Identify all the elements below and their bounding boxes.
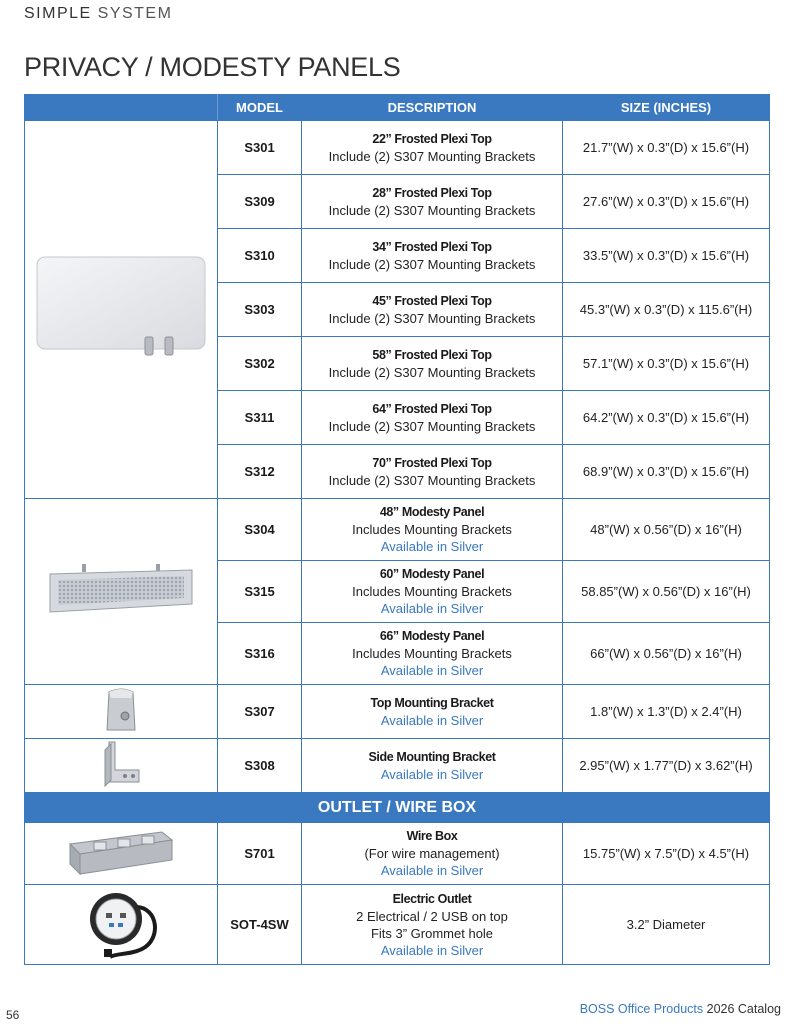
product-name: 64” Frosted Plexi Top	[372, 401, 492, 416]
description-cell	[302, 685, 563, 739]
product-name: 48” Modesty Panel	[379, 505, 485, 519]
size-cell: 33.5”(W) x 0.3”(D) x 15.6”(H)	[563, 229, 770, 283]
footer-catalog: 2026 Catalog	[706, 1002, 781, 1016]
product-detail: Includes Mounting Brackets	[352, 522, 512, 537]
wire-box-image	[25, 823, 218, 885]
product-detail: Include (2) S307 Mounting Brackets	[328, 148, 536, 164]
section-title-outlet: OUTLET / WIRE BOX	[25, 793, 770, 823]
description-cell	[302, 823, 563, 885]
model-cell: S304	[218, 499, 302, 561]
footer-company: BOSS Office Products	[579, 1002, 704, 1016]
availability-text: Available in Silver	[380, 712, 484, 728]
product-name: 60” Modesty Panel	[379, 567, 485, 581]
product-name: 45” Frosted Plexi Top	[372, 293, 492, 308]
model-cell: S311	[218, 391, 302, 445]
model-cell: S315	[218, 561, 302, 623]
model-cell: S310	[218, 229, 302, 283]
description-cell	[302, 121, 563, 175]
product-detail: Includes Mounting Brackets	[352, 584, 512, 599]
model-cell: S701	[218, 823, 302, 885]
product-detail: Include (2) S307 Mounting Brackets	[328, 202, 536, 218]
table-row	[25, 685, 770, 739]
section-header-row	[25, 793, 770, 823]
size-cell: 58.85”(W) x 0.56”(D) x 16”(H)	[563, 561, 770, 623]
size-cell: 64.2”(W) x 0.3”(D) x 15.6”(H)	[563, 391, 770, 445]
product-detail: (For wire management)	[364, 846, 500, 861]
model-cell: S312	[218, 445, 302, 499]
availability-text: Available in Silver	[380, 663, 484, 678]
description-cell	[302, 499, 563, 561]
page-number: 56	[6, 1008, 20, 1022]
table-header-row	[25, 95, 770, 121]
model-cell: S302	[218, 337, 302, 391]
header-size: SIZE (INCHES)	[563, 95, 770, 121]
product-name: Side Mounting Bracket	[368, 749, 496, 764]
description-cell	[302, 175, 563, 229]
size-cell: 66”(W) x 0.56”(D) x 16”(H)	[563, 623, 770, 685]
modesty-panel-illustration	[46, 560, 196, 620]
product-table	[24, 94, 770, 965]
header-image	[25, 95, 218, 121]
product-detail: Include (2) S307 Mounting Brackets	[328, 418, 536, 434]
product-detail-2: Fits 3” Grommet hole	[370, 925, 494, 941]
size-cell: 27.6”(W) x 0.3”(D) x 15.6”(H)	[563, 175, 770, 229]
privacy-panel-illustration	[33, 253, 209, 363]
size-cell: 1.8”(W) x 1.3”(D) x 2.4”(H)	[563, 685, 770, 739]
size-cell: 3.2” Diameter	[563, 885, 770, 965]
description-cell	[302, 229, 563, 283]
electric-outlet-image	[25, 885, 218, 965]
model-cell: S307	[218, 685, 302, 739]
side-bracket-image	[25, 739, 218, 793]
product-detail: Include (2) S307 Mounting Brackets	[328, 472, 536, 488]
product-detail: 2 Electrical / 2 USB on top	[356, 908, 508, 924]
size-cell: 48”(W) x 0.56”(D) x 16”(H)	[563, 499, 770, 561]
description-cell	[302, 623, 563, 685]
availability-text: Available in Silver	[380, 601, 484, 616]
electric-outlet-illustration	[76, 887, 166, 959]
model-cell: S303	[218, 283, 302, 337]
page-title: PRIVACY / MODESTY PANELS	[24, 52, 401, 82]
product-detail: Include (2) S307 Mounting Brackets	[328, 256, 536, 272]
table-row	[25, 121, 770, 175]
description-cell	[302, 885, 563, 965]
brand-rest: SYSTEM	[97, 5, 173, 22]
product-name: 28” Frosted Plexi Top	[372, 185, 492, 200]
brand-header	[24, 5, 172, 23]
product-name: 34” Frosted Plexi Top	[372, 239, 492, 254]
model-cell: S316	[218, 623, 302, 685]
brand-bold: SIMPLE	[24, 5, 92, 22]
modesty-panel-image	[25, 499, 218, 685]
side-bracket-illustration	[99, 740, 143, 788]
privacy-panel-image	[25, 121, 218, 499]
size-cell: 15.75”(W) x 7.5”(D) x 4.5”(H)	[563, 823, 770, 885]
availability-text: Available in Silver	[380, 766, 484, 782]
table-row	[25, 499, 770, 561]
product-name: 70” Frosted Plexi Top	[372, 455, 492, 470]
top-bracket-illustration	[101, 686, 141, 734]
table-row	[25, 885, 770, 965]
description-cell	[302, 445, 563, 499]
model-cell: S301	[218, 121, 302, 175]
description-cell	[302, 283, 563, 337]
product-name: Wire Box	[406, 829, 458, 843]
model-cell: S308	[218, 739, 302, 793]
availability-text: Available in Silver	[380, 942, 484, 958]
size-cell: 21.7”(W) x 0.3”(D) x 15.6”(H)	[563, 121, 770, 175]
top-bracket-image	[25, 685, 218, 739]
availability-text: Available in Silver	[380, 539, 484, 554]
header-description: DESCRIPTION	[302, 95, 563, 121]
size-cell: 68.9”(W) x 0.3”(D) x 15.6”(H)	[563, 445, 770, 499]
model-cell: SOT-4SW	[218, 885, 302, 965]
product-detail: Includes Mounting Brackets	[352, 646, 512, 661]
header-model: MODEL	[218, 95, 302, 121]
size-cell: 2.95”(W) x 1.77”(D) x 3.62”(H)	[563, 739, 770, 793]
description-cell	[302, 391, 563, 445]
product-name: 22” Frosted Plexi Top	[372, 131, 492, 146]
table-row	[25, 739, 770, 793]
table-row	[25, 823, 770, 885]
wire-box-illustration	[66, 826, 176, 878]
size-cell: 57.1”(W) x 0.3”(D) x 15.6”(H)	[563, 337, 770, 391]
product-name: 66” Modesty Panel	[379, 629, 485, 643]
product-detail: Include (2) S307 Mounting Brackets	[328, 364, 536, 380]
availability-text: Available in Silver	[380, 863, 484, 878]
size-cell: 45.3”(W) x 0.3”(D) x 115.6”(H)	[563, 283, 770, 337]
description-cell	[302, 337, 563, 391]
product-name: 58” Frosted Plexi Top	[372, 347, 492, 362]
footer-brand	[580, 1002, 781, 1016]
product-detail: Include (2) S307 Mounting Brackets	[328, 310, 536, 326]
product-name: Electric Outlet	[392, 891, 472, 906]
product-name: Top Mounting Bracket	[370, 695, 494, 710]
description-cell	[302, 739, 563, 793]
description-cell	[302, 561, 563, 623]
model-cell: S309	[218, 175, 302, 229]
